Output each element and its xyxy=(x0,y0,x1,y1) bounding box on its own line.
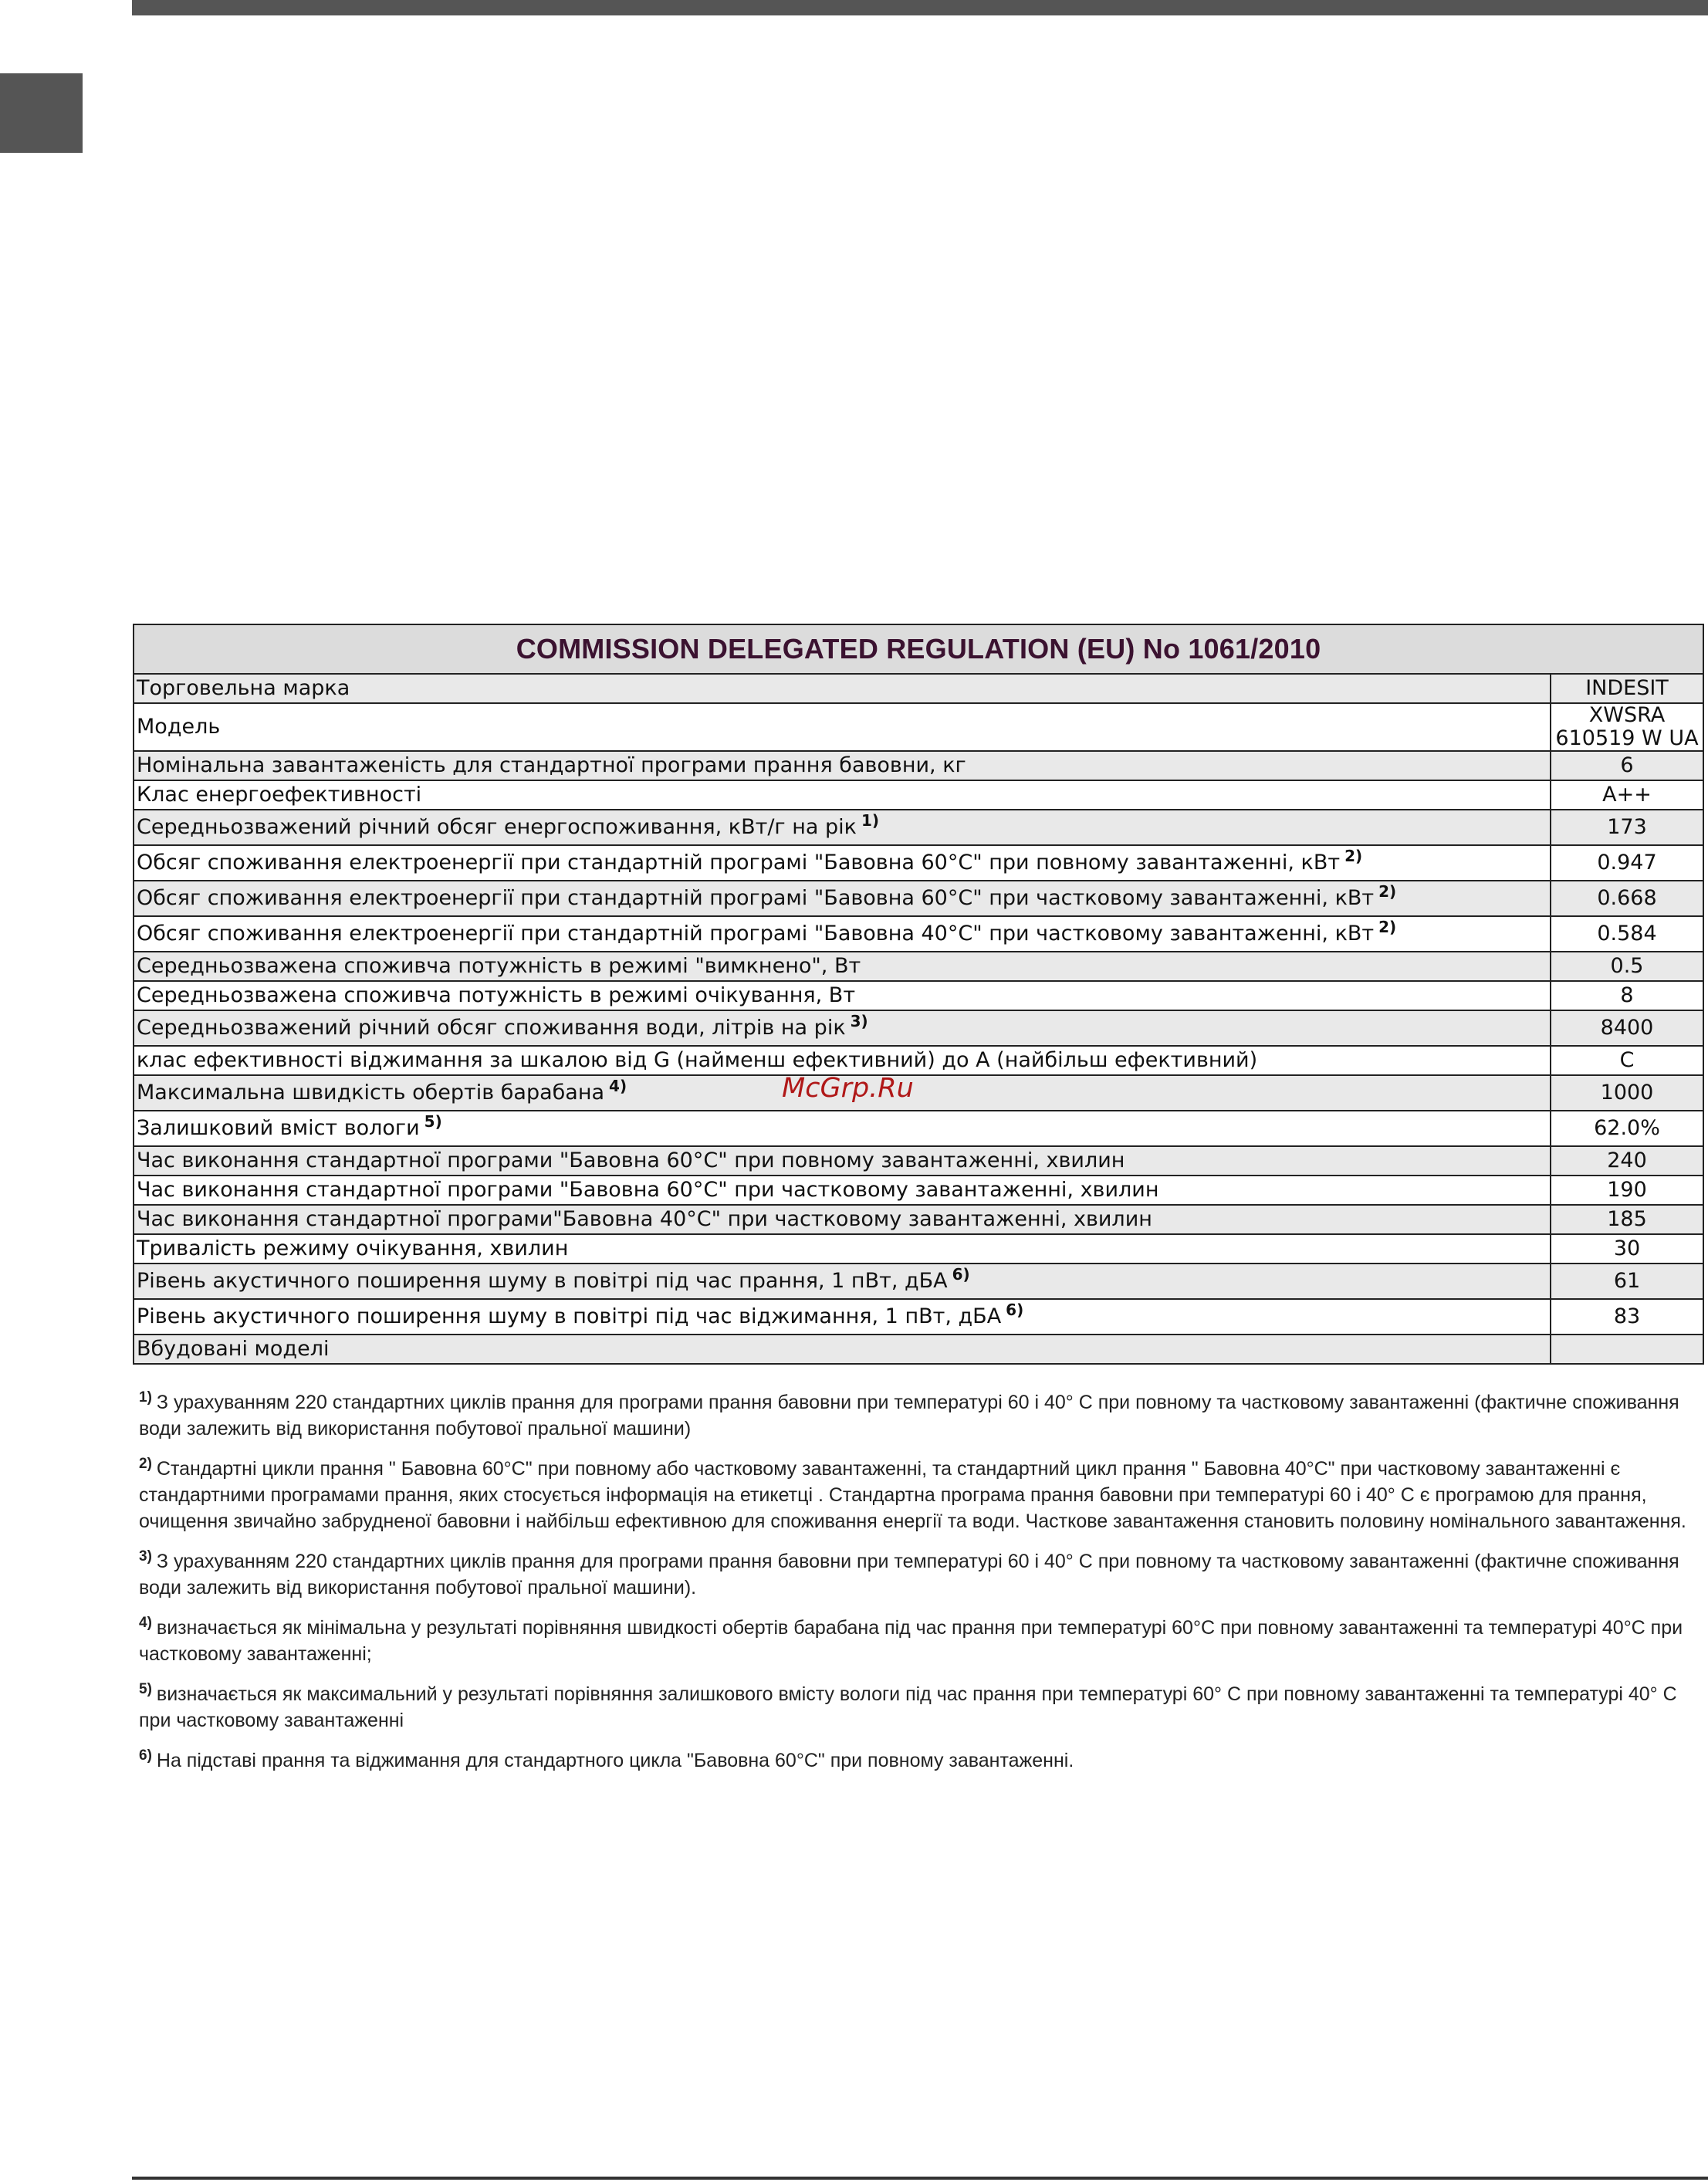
row-value: A++ xyxy=(1551,780,1703,810)
footnote-ref: 1) xyxy=(861,811,879,830)
footnote xyxy=(139,1389,1706,1442)
row-label-cell xyxy=(134,1176,1551,1205)
row-value: XWSRA 610519 W UA xyxy=(1551,703,1703,751)
row-label: Середньозважений річний обсяг енергоспоживання, кВт/г на рік xyxy=(137,815,857,839)
table-row xyxy=(134,703,1703,751)
table-row xyxy=(134,1299,1703,1335)
row-label: Обсяг споживання електроенергії при стандартній програмі "Бавовна 40°C" при частковому завантаженні, кВт xyxy=(137,922,1375,946)
footnote-number: 5) xyxy=(139,1680,152,1697)
table-row xyxy=(134,1205,1703,1234)
footnote-ref: 2) xyxy=(1378,918,1397,936)
row-value: 0.584 xyxy=(1551,916,1703,952)
row-label: Торговельна марка xyxy=(137,676,350,700)
row-label: Рівень акустичного поширення шуму в повітрі під час прання, 1 пВт, дБА xyxy=(137,1269,948,1293)
footnote-number: 4) xyxy=(139,1614,152,1631)
row-label-cell xyxy=(134,780,1551,810)
row-label-cell xyxy=(134,1234,1551,1264)
row-label-cell xyxy=(134,981,1551,1010)
table-row xyxy=(134,1264,1703,1299)
table-row xyxy=(134,751,1703,780)
row-label-cell xyxy=(134,1010,1551,1046)
table-row xyxy=(134,952,1703,981)
row-label: Максимальна швидкість обертів барабана xyxy=(137,1081,605,1105)
row-value xyxy=(1551,1335,1703,1364)
row-label-cell xyxy=(134,751,1551,780)
row-label: Тривалість режиму очікування, хвилин xyxy=(137,1236,569,1260)
row-value: 0.947 xyxy=(1551,845,1703,881)
row-label: Рівень акустичного поширення шуму в повітрі під час віджимання, 1 пВт, дБА xyxy=(137,1304,1002,1328)
row-label-cell xyxy=(134,1046,1551,1075)
row-label-cell xyxy=(134,881,1551,916)
footnote-ref: 6) xyxy=(952,1265,970,1284)
row-label: Модель xyxy=(137,715,221,739)
row-label-cell xyxy=(134,703,1551,751)
row-label-cell xyxy=(134,810,1551,845)
footnote xyxy=(139,1747,1706,1774)
table-row xyxy=(134,1234,1703,1264)
row-label-cell xyxy=(134,1111,1551,1146)
footer-rule xyxy=(132,2177,1708,2180)
row-label: Середньозважений річний обсяг споживання води, літрів на рік xyxy=(137,1016,846,1040)
row-label-cell xyxy=(134,1146,1551,1176)
table-row xyxy=(134,1111,1703,1146)
footnote-ref: 4) xyxy=(609,1077,627,1095)
footnote-text: З урахуванням 220 стандартних циклів прання для програми прання бавовни при температурі 60 і 40° С при повному та частковому завантаженні (фактичне споживання води залежить від використання побутової пральної машини). xyxy=(139,1551,1679,1598)
row-value: 8400 xyxy=(1551,1010,1703,1046)
footnote-number: 6) xyxy=(139,1747,152,1764)
watermark: McGrp.Ru xyxy=(782,1073,914,1104)
row-label: Середньозважена споживча потужність в режимі "вимкнено", Вт xyxy=(137,954,861,978)
table-row xyxy=(134,1010,1703,1046)
row-label: Залишковий вміст вологи xyxy=(137,1116,420,1140)
row-value: C xyxy=(1551,1046,1703,1075)
table-row xyxy=(134,981,1703,1010)
row-value: 30 xyxy=(1551,1234,1703,1264)
footnote xyxy=(139,1548,1706,1601)
footnote-text: На підставі прання та віджимання для стандартного цикла "Бавовна 60°C" при повному завантаженні. xyxy=(156,1750,1074,1771)
row-value: 1000 xyxy=(1551,1075,1703,1111)
row-label: Клас енергоефективності xyxy=(137,783,422,807)
footnote-number: 1) xyxy=(139,1389,152,1406)
row-value: INDESIT xyxy=(1551,674,1703,703)
footnote-number: 3) xyxy=(139,1548,152,1565)
row-label-cell xyxy=(134,1264,1551,1299)
table-row xyxy=(134,780,1703,810)
row-label-cell xyxy=(134,1335,1551,1364)
table-row xyxy=(134,810,1703,845)
footnote-text: З урахуванням 220 стандартних циклів прання для програми прання бавовни при температурі 60 і 40° С при повному та частковому завантаженні (фактичне споживання води залежить від використання побутової пральної машини) xyxy=(139,1392,1679,1439)
footnote-ref: 3) xyxy=(850,1012,868,1030)
footnote xyxy=(139,1681,1706,1734)
table-row xyxy=(134,1075,1703,1111)
table-title-row xyxy=(134,624,1703,674)
row-label: Час виконання стандартної програми"Бавовна 40°C" при частковому завантаженні, хвилин xyxy=(137,1207,1152,1231)
footnote xyxy=(139,1615,1706,1667)
table-row xyxy=(134,1046,1703,1075)
footnote-text: визначається як максимальний у результаті порівняння залишкового вмісту вологи під час прання при температурі 60° С при повному завантаженні та температурі 40° С при частковому завантаженні xyxy=(139,1683,1677,1731)
row-value: 240 xyxy=(1551,1146,1703,1176)
row-label-cell xyxy=(134,952,1551,981)
row-value: 83 xyxy=(1551,1299,1703,1335)
row-label-cell xyxy=(134,674,1551,703)
table-row xyxy=(134,916,1703,952)
row-value: 185 xyxy=(1551,1205,1703,1234)
row-value: 8 xyxy=(1551,981,1703,1010)
row-value: 0.5 xyxy=(1551,952,1703,981)
row-value: 62.0% xyxy=(1551,1111,1703,1146)
table-row xyxy=(134,1176,1703,1205)
row-label: Час виконання стандартної програми "Бавовна 60°C" при частковому завантаженні, хвилин xyxy=(137,1178,1159,1202)
footnote-ref: 6) xyxy=(1006,1301,1024,1319)
row-label: Обсяг споживання електроенергії при стандартній програмі "Бавовна 60°C" при повному завантаженні, кВт xyxy=(137,851,1341,874)
language-tab-marker xyxy=(0,73,83,153)
row-label-cell xyxy=(134,1299,1551,1335)
row-label: Час виконання стандартної програми "Бавовна 60°C" при повному завантаженні, хвилин xyxy=(137,1149,1125,1172)
footnote-text: визначається як мінімальна у результаті порівняння швидкості обертів барабана під час прання при температурі 60°C при повному завантаженні та температурі 40°C при частковому завантаженні; xyxy=(139,1617,1683,1665)
row-value: 173 xyxy=(1551,810,1703,845)
table-title: COMMISSION DELEGATED REGULATION (EU) No 1061/2010 xyxy=(134,624,1703,674)
row-label-cell xyxy=(134,1205,1551,1234)
row-label: клас ефективності віджимання за шкалою від G (найменш ефективний) до A (найбільш ефективний) xyxy=(137,1048,1258,1072)
row-value: 0.668 xyxy=(1551,881,1703,916)
table-row xyxy=(134,1146,1703,1176)
table-row xyxy=(134,881,1703,916)
row-value: 190 xyxy=(1551,1176,1703,1205)
footnote xyxy=(139,1456,1706,1534)
footnote-ref: 2) xyxy=(1378,882,1397,901)
row-label: Вбудовані моделі xyxy=(137,1337,330,1361)
row-value: 61 xyxy=(1551,1264,1703,1299)
row-label: Середньозважена споживча потужність в режимі очікування, Вт xyxy=(137,983,856,1007)
footnotes xyxy=(139,1389,1706,1788)
table-row xyxy=(134,674,1703,703)
header-bar xyxy=(132,0,1708,15)
energy-spec-table xyxy=(133,624,1704,1365)
table-row xyxy=(134,845,1703,881)
row-label-cell xyxy=(134,916,1551,952)
row-label: Обсяг споживання електроенергії при стандартній програмі "Бавовна 60°C" при частковому завантаженні, кВт xyxy=(137,886,1375,910)
row-value: 6 xyxy=(1551,751,1703,780)
footnote-ref: 2) xyxy=(1344,847,1363,865)
footnote-text: Стандартні цикли прання " Бавовна 60°C" при повному або частковому завантаженні, та стандартний цикл прання " Бавовна 40°C" при частковому завантаженні є стандартними програмами прання, яких стосується інформація на етикетці . Стандартна програма прання бавовни при температурі 60 і 40° С є програмою для прання, очищення звичайно забрудненої бавовни і найбільш ефективною для споживання енергії та води. Часткове завантаження становить половину номінального завантаження. xyxy=(139,1458,1686,1532)
row-label-cell xyxy=(134,845,1551,881)
footnote-number: 2) xyxy=(139,1455,152,1472)
footnote-ref: 5) xyxy=(424,1112,442,1131)
row-label: Номінальна завантаженість для стандартної програми прання бавовни, кг xyxy=(137,753,966,777)
table-row xyxy=(134,1335,1703,1364)
